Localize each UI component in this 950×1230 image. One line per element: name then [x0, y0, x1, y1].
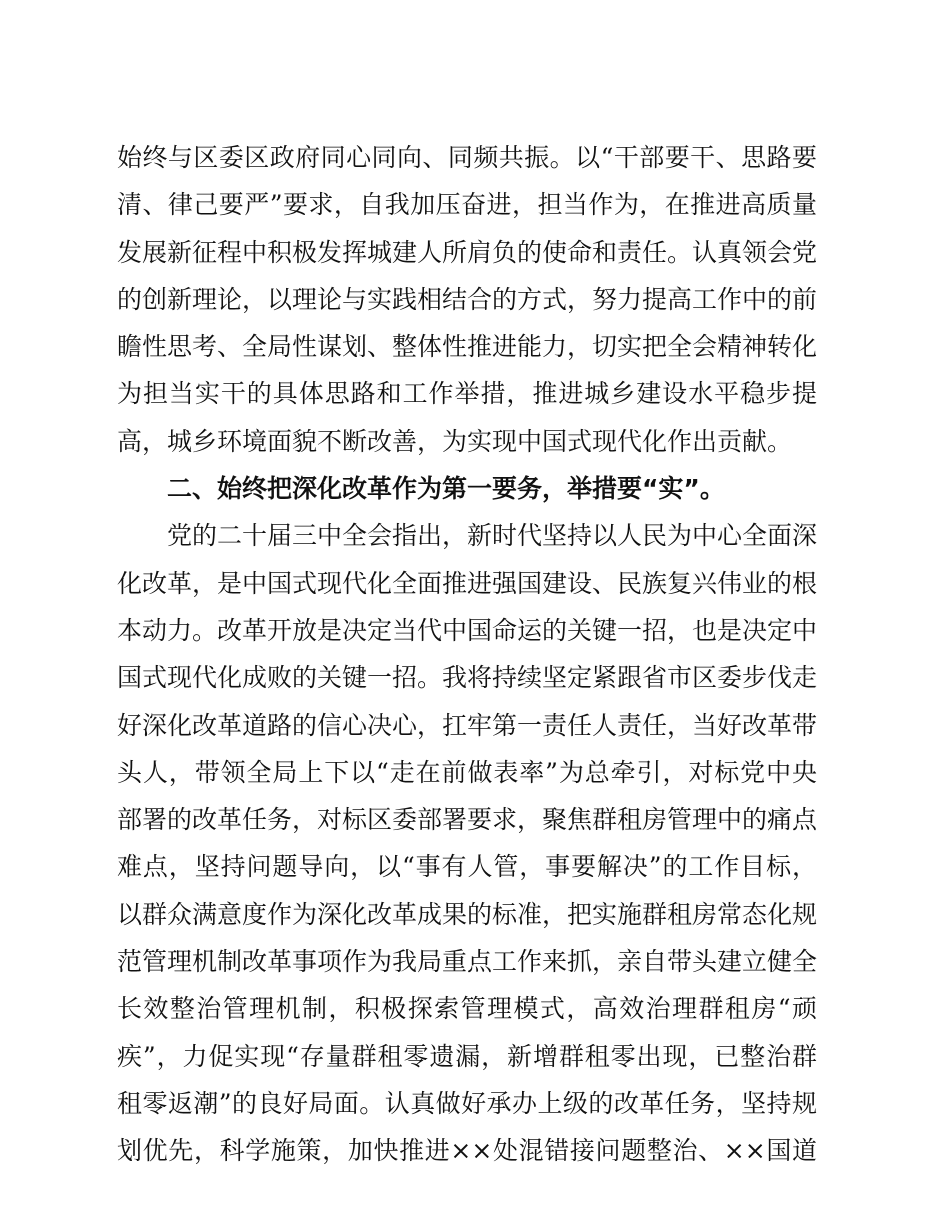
text-line: 范管理机制改革事项作为我局重点工作来抓，亲自带头建立健全	[117, 947, 818, 977]
body-text	[117, 134, 817, 1175]
text-line: 化改革，是中国式现代化全面推进强国建设、民族复兴伟业的根	[117, 568, 818, 598]
text-line: 始终与区委区政府同心同向、同频共振。以“干部要干、思路要	[117, 143, 817, 172]
text-line: 长效整治管理机制，积极探索管理模式，高效治理群租房“顽	[117, 994, 817, 1024]
text-line: 高，城乡环境面貌不断改善，为实现中国式现代化作出贡献。	[117, 426, 793, 456]
text-line: 瞻性思考、全局性谋划、整体性推进能力，切实把全会精神转化	[117, 332, 818, 362]
text-line: 划优先，科学施策，加快推进××处混错接问题整治、××国道	[117, 1136, 817, 1166]
text-line: 清、律己要严”要求，自我加压奋进，担当作为，在推进高质量	[117, 190, 817, 220]
text-line: 党的二十届三中全会指出，新时代坚持以人民为中心全面深	[167, 521, 818, 551]
text-line: 发展新征程中积极发挥城建人所肩负的使命和责任。认真领会党	[117, 237, 818, 267]
text-line: 为担当实干的具体思路和工作举措，推进城乡建设水平稳步提	[117, 379, 817, 409]
text-line: 租零返潮”的良好局面。认真做好承办上级的改革任务，坚持规	[117, 1088, 817, 1118]
section-heading: 二、始终把深化改革作为第一要务，举措要“实”。	[167, 474, 725, 504]
text-line: 好深化改革道路的信心决心，扛牢第一责任人责任，当好改革带	[117, 710, 818, 740]
text-line: 疾”，力促实现“存量群租零遗漏，新增群租零出现，已整治群	[117, 1041, 817, 1071]
text-line: 难点，坚持问题导向，以“事有人管，事要解决”的工作目标，	[117, 852, 817, 882]
text-line: 本动力。改革开放是决定当代中国命运的关键一招，也是决定中	[117, 615, 818, 645]
text-line: 的创新理论，以理论与实践相结合的方式，努力提高工作中的前	[117, 284, 818, 314]
text-line: 国式现代化成败的关键一招。我将持续坚定紧跟省市区委步伐走	[117, 663, 818, 693]
text-line: 部署的改革任务，对标区委部署要求，聚焦群租房管理中的痛点	[117, 805, 818, 835]
text-line: 头人，带领全局上下以“走在前做表率”为总牵引，对标党中央	[117, 757, 817, 787]
text-line: 以群众满意度作为深化改革成果的标准，把实施群租房常态化规	[117, 899, 818, 929]
